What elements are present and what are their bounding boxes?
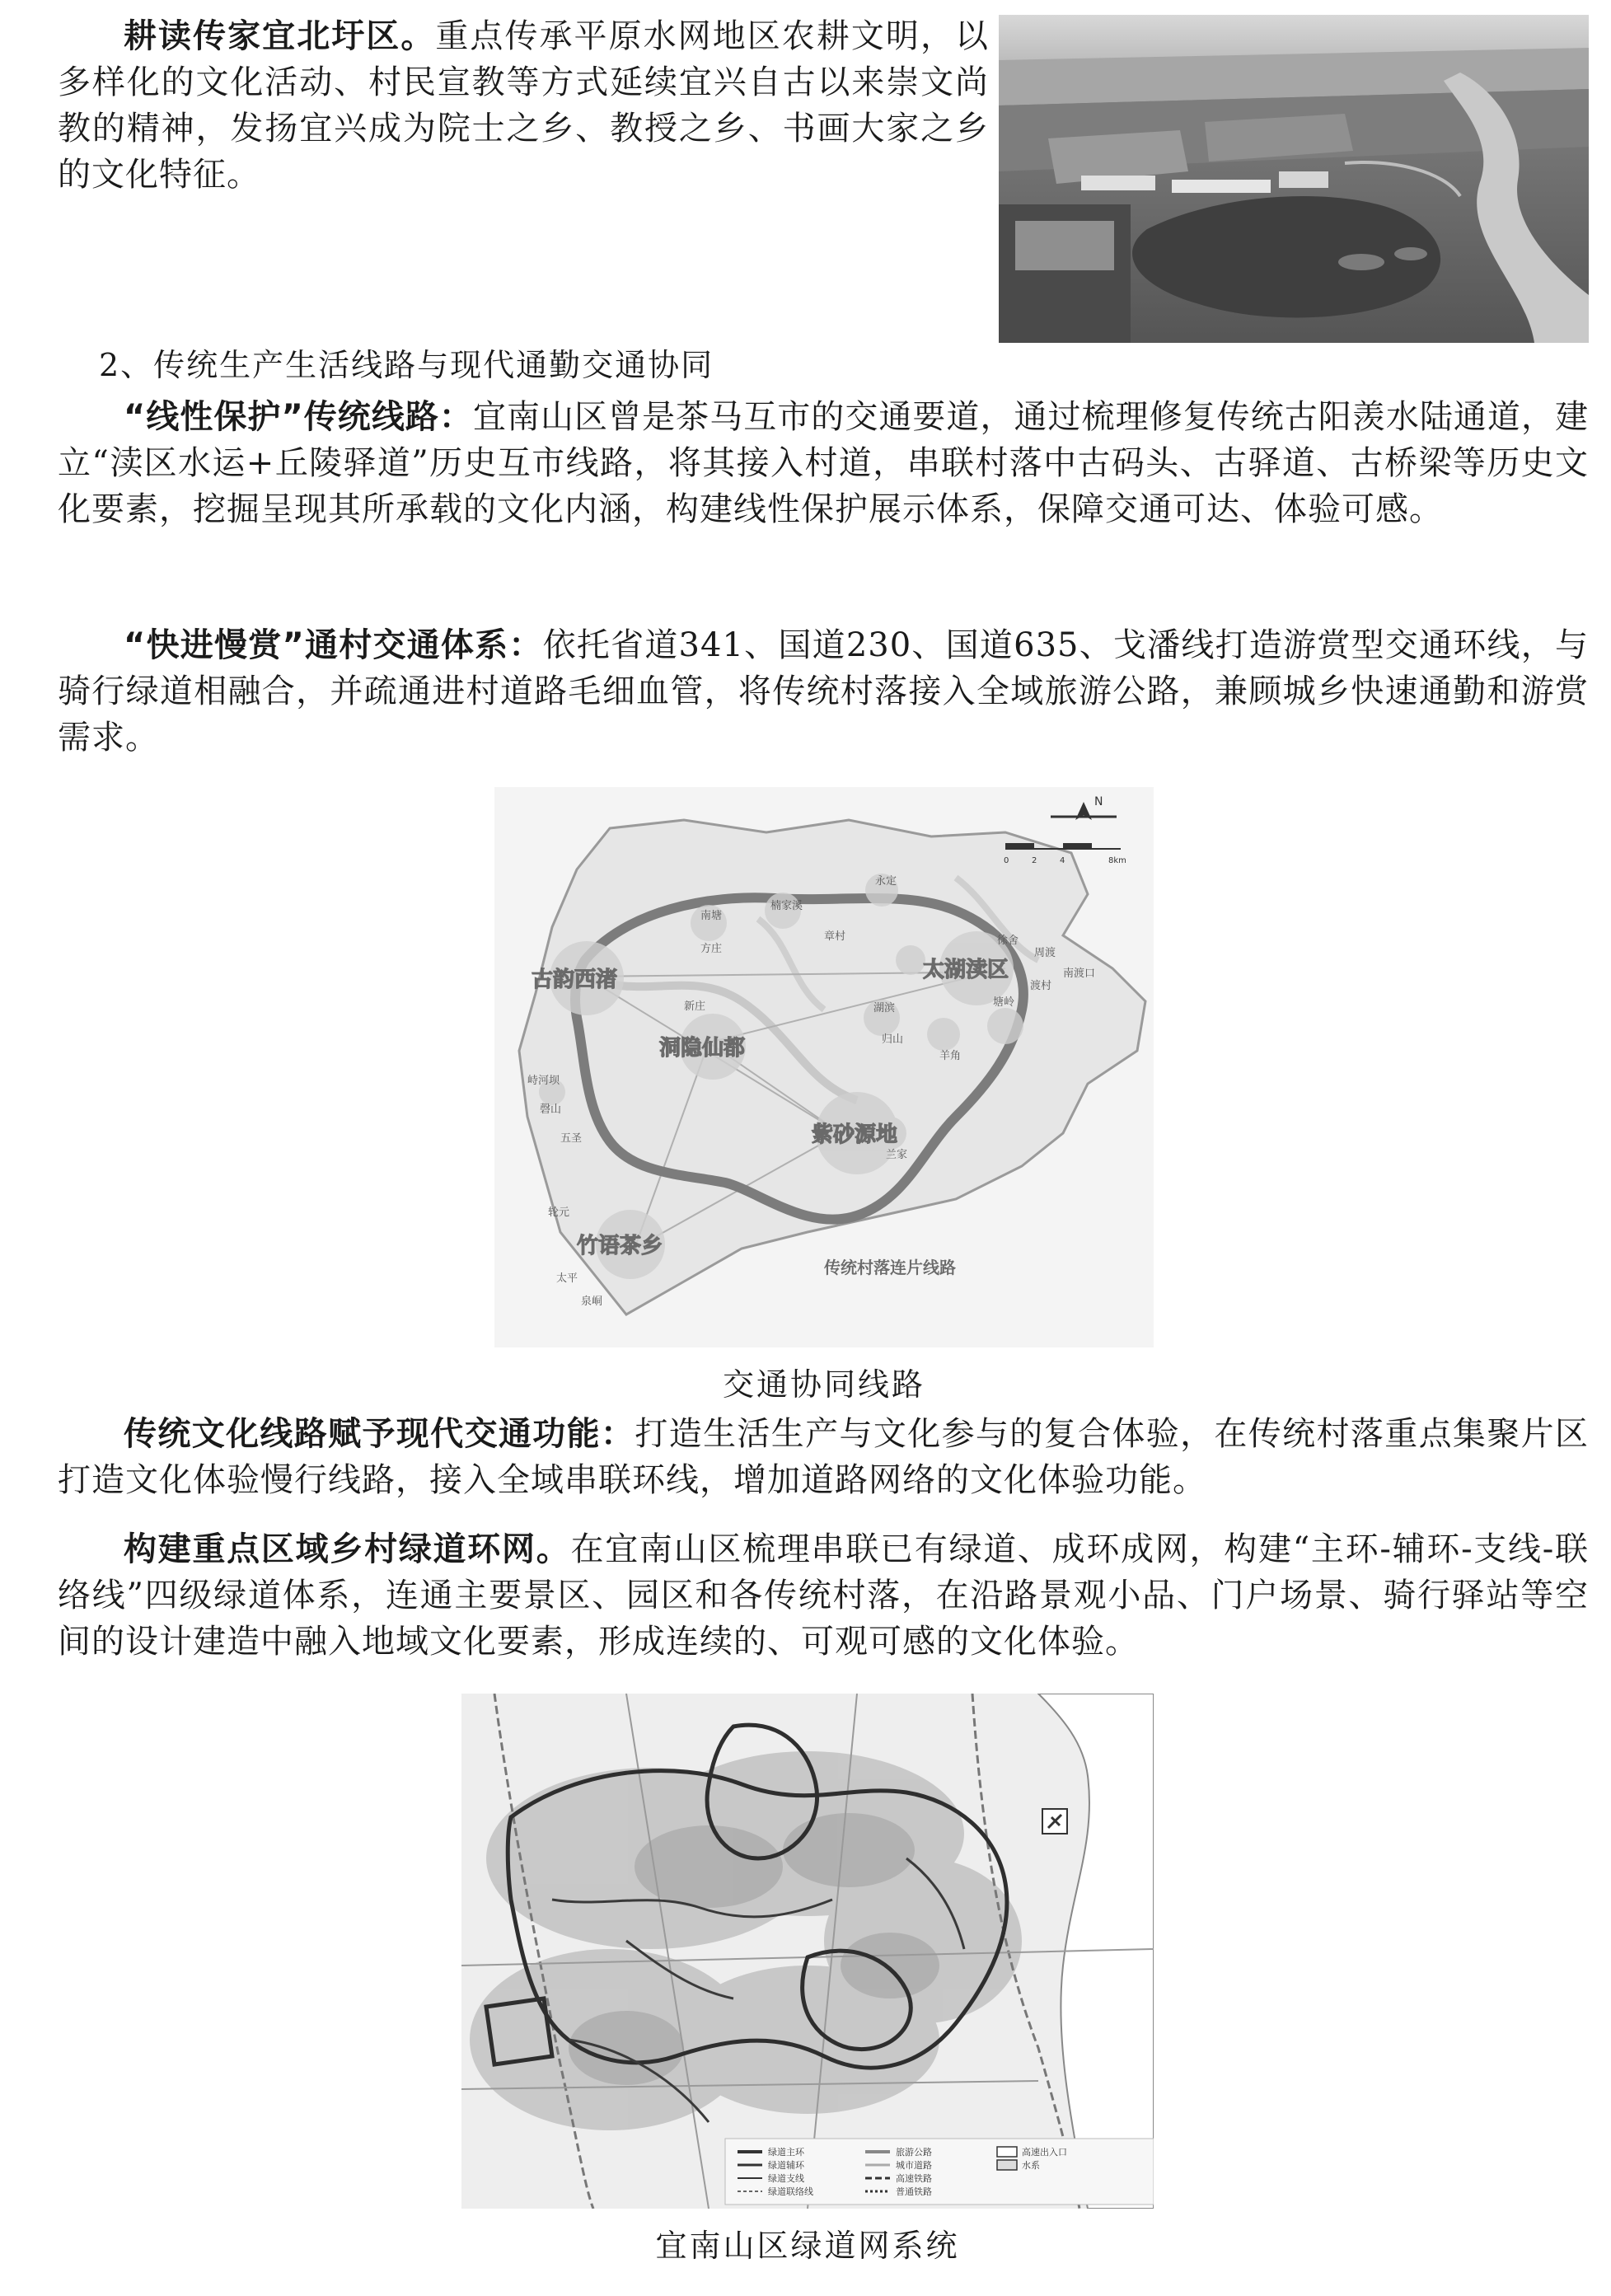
paragraph-lead: “线性保护”传统线路： (124, 398, 473, 436)
scale-tick: 2 (1032, 856, 1037, 865)
figure-caption-greenway: 宜南山区绿道网系统 (655, 2228, 960, 2264)
legend-item: 绿道主环 (768, 2147, 804, 2158)
zone-label: 竹语茶乡 (577, 1234, 663, 1258)
paragraph-text: 打造生活生产与文化参与的复合体验，在传统村落重点集聚片区打造文化体验慢行线路，接入全域串联环线，增加道路网络的文化体验功能。 (58, 1415, 1590, 1499)
village-label: 兰家 (886, 1149, 908, 1161)
scale-tick: 8km (1108, 856, 1126, 865)
legend-item: 旅游公路 (896, 2147, 932, 2158)
traffic-coordination-map (494, 787, 1154, 1347)
svg-text:N: N (1094, 795, 1103, 808)
paragraph-lead: “快进慢赏”通村交通体系： (124, 626, 543, 664)
paragraph-lead: 耕读传家宜北圩区。 (124, 17, 436, 55)
paragraph-greenway-network (58, 1526, 1589, 1665)
paragraph-lead: 传统文化线路赋予现代交通功能： (124, 1415, 635, 1453)
village-label: 太平 (556, 1272, 578, 1285)
village-label: 周渡 (1034, 947, 1056, 959)
paragraph-linear-protection (58, 394, 1589, 532)
village-label: 磬山 (540, 1103, 562, 1116)
greenway-network-map (461, 1694, 1154, 2209)
traffic-map-graphic (494, 787, 1154, 1347)
zone-label: 紫砂源地 (812, 1122, 898, 1147)
village-label: 新庄 (684, 1000, 706, 1013)
paragraph-text: 重点传承平原水网地区农耕文明，以多样化的文化活动、村民宣教等方式延续宜兴自古以来崇文尚教的精神，发扬宜兴成为院士之乡、教授之乡、书画大家之乡的文化特征。 (58, 17, 989, 194)
legend-item: 普通铁路 (896, 2186, 932, 2197)
legend-item: 城市道路 (896, 2160, 932, 2171)
route-label: 传统村落连片线路 (824, 1258, 956, 1277)
village-label: 章村 (824, 930, 846, 943)
aerial-photo-yibei-polder (999, 15, 1589, 343)
village-label: 方庄 (700, 943, 723, 955)
village-label: 轮元 (548, 1207, 570, 1219)
legend-item: 绿道辅环 (768, 2160, 804, 2171)
zone-label: 洞隐仙都 (659, 1036, 746, 1061)
paragraph-lead: 构建重点区域乡村绿道环网。 (124, 1530, 571, 1568)
scale-tick: 4 (1060, 856, 1065, 865)
paragraph-culture-route (58, 1411, 1589, 1503)
zone-label: 太湖渎区 (923, 958, 1009, 982)
legend-item: 高速出入口 (1022, 2147, 1067, 2158)
legend-item: 绿道联络线 (768, 2186, 813, 2197)
village-label: 泉峒 (581, 1296, 603, 1308)
paragraph-text: 在宜南山区梳理串联已有绿道、成环成网，构建“主环-辅环-支线-联络线”四级绿道体系，连通主要景区、园区和各传统村落，在沿路景观小品、门户场景、骑行驿站等空间的设计建造中融入地域文化要素，形成连续的、可观可感的文化体验。 (58, 1530, 1590, 1661)
legend-item: 绿道支线 (768, 2173, 804, 2184)
map-legend (725, 2139, 1154, 2205)
zone-label: 古韵西渚 (532, 968, 618, 992)
figure-caption-traffic: 交通协同线路 (722, 1366, 925, 1403)
paragraph-village-traffic (58, 622, 1589, 761)
village-label: 峙河坝 (527, 1075, 560, 1087)
greenway-map-graphic (461, 1694, 1154, 2209)
village-label: 渡村 (1030, 980, 1052, 992)
village-label: 永定 (875, 875, 897, 888)
legend-item: 水系 (1022, 2160, 1040, 2171)
village-label: 羊角 (939, 1050, 962, 1062)
village-label: 五圣 (560, 1132, 583, 1145)
legend-item: 高速铁路 (896, 2173, 932, 2184)
paragraph-text: 依托省道341、国道230、国道635、戈潘线打造游赏型交通环线，与骑行绿道相融合，并疏通进村道路毛细血管，将传统村落接入全域旅游公路，兼顾城乡快速通勤和游赏需求。 (58, 626, 1589, 757)
village-label: 南塘 (700, 910, 723, 922)
section-heading: 2、传统生产生活线路与现代通勤交通协同 (99, 347, 714, 383)
village-label: 湖滨 (873, 1002, 896, 1014)
village-label: 塘岭 (993, 996, 1015, 1009)
village-label: 楠家溪 (770, 900, 803, 912)
paragraph-yibei-polder (58, 13, 989, 198)
village-label: 归山 (882, 1033, 904, 1046)
airport-icon (1042, 1809, 1067, 1834)
aerial-photo-graphic (999, 15, 1589, 343)
scale-tick: 0 (1004, 856, 1009, 865)
village-label: 南渡口 (1063, 968, 1096, 980)
village-label: 徐舍 (997, 935, 1019, 947)
paragraph-text: 宜南山区曾是茶马互市的交通要道，通过梳理修复传统古阳羡水陆通道，建立“渎区水运+丘陵驿道”历史互市线路，将其接入村道，串联村落中古码头、古驿道、古桥梁等历史文化要素，挖掘呈现其所承载的文化内涵，构建线性保护展示体系，保障交通可达、体验可感。 (58, 398, 1590, 528)
